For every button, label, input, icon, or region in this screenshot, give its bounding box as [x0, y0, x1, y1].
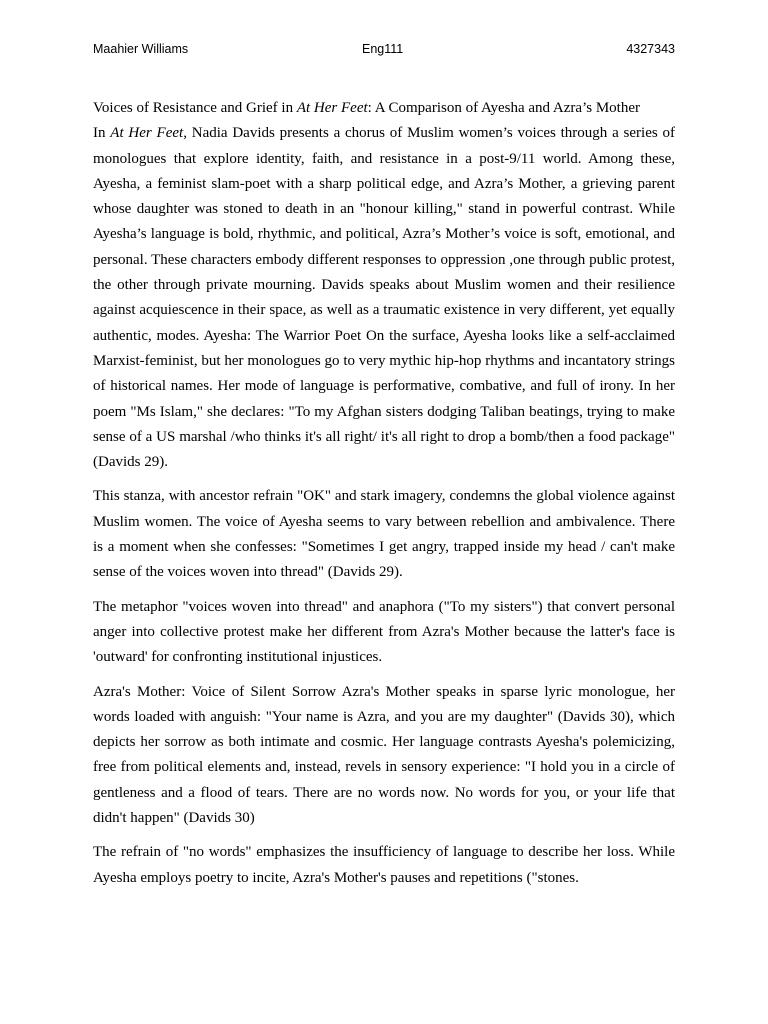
body-paragraph: Azra's Mother: Voice of Silent Sorrow Azra's Mother speaks in sparse lyric monologue, her words loaded with anguish: "Your name is Azra, and you are my daughter" (Davids 30), which depicts her sorrow as both intimate and cosmic. Her language contrasts Ayesha's polemicizing, free from political elements and, instead, revels in sensory experience: "I hold you in a circle of gentleness and a flood of tears. There are no words now. No words for you, or your life that didn't happen" (Davids 30): [93, 683, 675, 827]
page-header: [93, 42, 675, 60]
body-paragraph: This stanza, with ancestor refrain "OK" and stark imagery, condemns the global violence against Muslim women. The voice of Ayesha seems to vary between rebellion and ambivalence. There is a moment when she confesses: "Sometimes I get angry, trapped inside my head / can't make sense of the voices woven into thread" (Davids 29).: [93, 488, 675, 581]
body-paragraph: The metaphor "voices woven into thread" and anaphora ("To my sisters") that convert personal anger into collective protest make her different from Azra's Mother because the latter's face is 'outward' for confronting institutional injustices.: [93, 598, 675, 666]
header-course: Eng111: [362, 42, 404, 56]
intro-paragraph: [93, 96, 675, 475]
intro-lead: In: [93, 125, 111, 142]
header-student-number: 4327343: [626, 42, 675, 56]
intro-text: , Nadia Davids presents a chorus of Muslim women’s voices through a series of monologues that explore identity, faith, and resistance in a post-9/11 world. Among these, Ayesha, a feminist slam-poet with a sharp political edge, and Azra’s Mother, a grieving parent whose daughter was stoned to death in an "honour killing," stand in powerful contrast. While Ayesha’s language is bold, rhythmic, and political, Azra’s Mother’s voice is soft, emotional, and personal. These characters embody different responses to oppression ,one through public protest, the other through private mourning. Davids speaks about Muslim women and their resilience against acquiescence in their space, as well as a traumatic existence in very different, yet equally authentic, modes. Ayesha: The Warrior Poet On the surface, Ayesha looks like a self-acclaimed Marxist-feminist, but her monologues go to very mythic hip-hop rhythms and incantatory strings of historical names. Her mode of language is performative, combative, and full of irony. In her poem "Ms Islam," she declares: "To my Afghan sisters dodging Taliban beatings, trying to make sense of a US marshal /who thinks it's all right/ it's all right to drop a bomb/then a food package" (Davids 29).: [93, 125, 675, 471]
essay-title: [93, 96, 675, 121]
header-author: Maahier Williams: [93, 42, 189, 56]
title-play: At Her Feet: [296, 100, 368, 116]
essay-body: [93, 96, 675, 900]
title-suffix: : A Comparison of Ayesha and Azra’s Mother: [367, 100, 640, 116]
title-prefix: Voices of Resistance and Grief in: [93, 100, 297, 116]
body-paragraph: The refrain of "no words" emphasizes the insufficiency of language to describe her loss. While Ayesha employs poetry to incite, Azra's Mother's pauses and repetitions ("stones.: [93, 844, 675, 886]
intro-play: At Her Feet: [110, 125, 184, 142]
